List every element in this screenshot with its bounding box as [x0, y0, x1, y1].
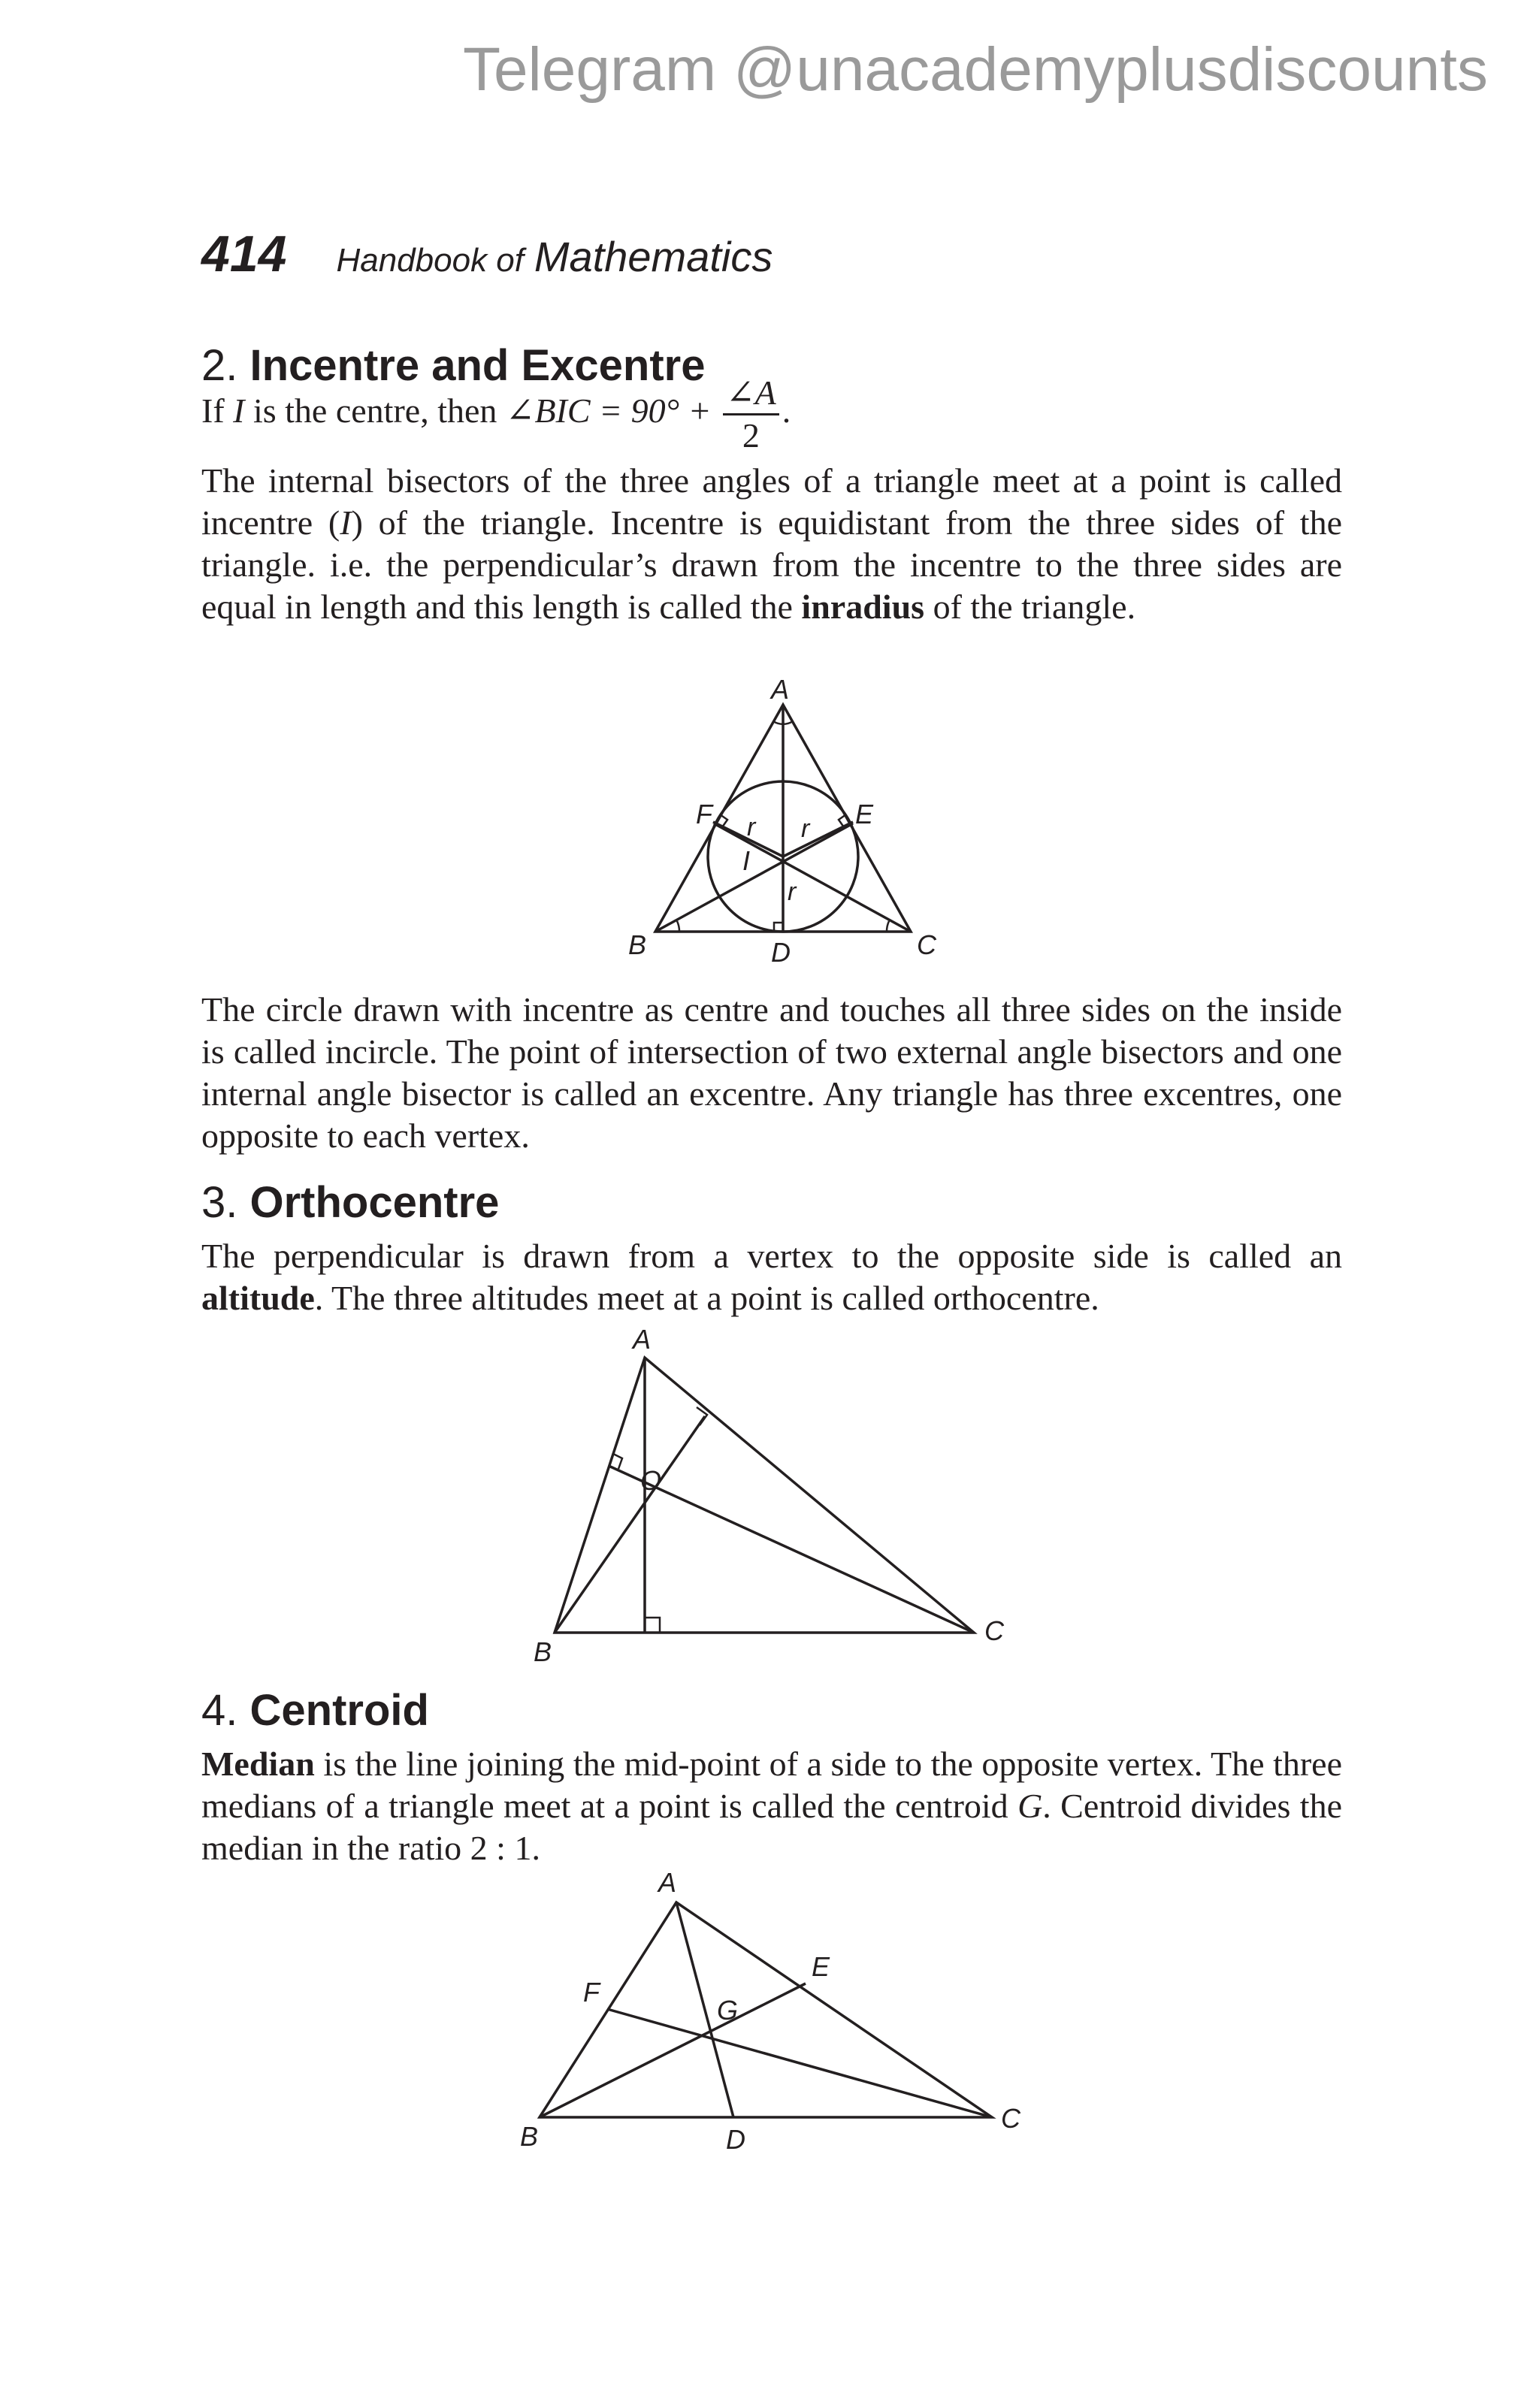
formula-mid: is the centre, then: [244, 391, 506, 431]
section-4-title: Centroid: [249, 1686, 429, 1735]
label-c: C: [984, 1615, 1004, 1646]
para-text: . Centroid divides the median in the ratio 2 : 1.: [201, 1787, 1342, 1867]
section-4-heading: [201, 1686, 429, 1735]
book-title-main: Mathematics: [534, 233, 773, 280]
formula-numerator: ∠A: [723, 376, 779, 415]
page-number: 414: [201, 225, 287, 282]
section-2-title: Incentre and Excentre: [249, 341, 706, 390]
para-text: The internal bisectors of the three angles of a triangle meet at a point is called incentre (: [201, 461, 1342, 542]
section-3-heading: [201, 1178, 500, 1227]
section-3-title: Orthocentre: [249, 1178, 500, 1227]
centroid-figure: [511, 1863, 1052, 2164]
section-2-paragraph-2: [201, 989, 1342, 1157]
right-angle-d: [645, 1618, 660, 1633]
median-c: [607, 2009, 992, 2117]
section-3-paragraph: [201, 1235, 1342, 1319]
term-altitude: altitude: [201, 1279, 315, 1317]
term-median: Median: [201, 1745, 315, 1783]
incentre-figure: [616, 676, 947, 969]
section-4-paragraph: [201, 1743, 1342, 1869]
label-b: B: [520, 2121, 539, 2152]
median-b: [540, 1984, 806, 2117]
formula-var-i: I: [233, 391, 245, 431]
label-o: O: [640, 1465, 662, 1496]
label-i: I: [742, 845, 751, 876]
label-a: A: [658, 1867, 677, 1898]
label-g: G: [717, 1995, 739, 2026]
label-b: B: [628, 929, 647, 960]
label-r-d: r: [788, 878, 797, 906]
label-f: F: [583, 1977, 600, 2008]
para-var-i: I: [340, 503, 352, 542]
label-d: D: [726, 2124, 745, 2155]
para-text: The circle drawn with incentre as centre and touches all three sides on the inside is called incircle. The point of intersection of two external angle bisectors and one internal angle bisector is called an excentre. Any triangle has three excentres, one opposite to each vertex.: [201, 990, 1342, 1155]
para-text: ) of the triangle. Incentre is equidistant from the three sides of the triangle. i.e. the perpendicular’s drawn from the incentre to the three sides are equal in length and this length is called the: [201, 503, 1342, 626]
orthocentre-figure: [526, 1319, 1022, 1664]
formula-lead: If: [201, 391, 234, 431]
angle-mark-b: [677, 921, 679, 932]
label-c: C: [917, 929, 936, 960]
label-a: A: [771, 676, 790, 705]
label-e: E: [812, 1951, 830, 1982]
book-title: [336, 233, 773, 280]
page-header: [201, 225, 773, 282]
para-text: of the triangle.: [924, 588, 1136, 626]
label-c: C: [1001, 2103, 1020, 2134]
para-text: The perpendicular is drawn from a vertex to the opposite side is called an: [201, 1237, 1342, 1275]
angle-mark-c: [887, 921, 889, 932]
section-2-number: 2.: [201, 341, 238, 390]
label-b: B: [534, 1636, 552, 1664]
label-d: D: [771, 937, 791, 968]
para-var-g: G: [1017, 1787, 1043, 1825]
altitude-b: [555, 1416, 705, 1633]
formula-denominator: 2: [742, 416, 760, 455]
formula-fraction: [723, 373, 779, 455]
altitude-c: [609, 1466, 974, 1633]
label-a: A: [633, 1324, 652, 1355]
triangle-abc: [555, 1358, 974, 1633]
para-text: . The three altitudes meet at a point is called orthocentre.: [314, 1279, 1099, 1317]
watermark-text: Telegram @unacademyplusdiscounts: [462, 35, 1488, 104]
section-2-paragraph-1: [201, 460, 1342, 628]
book-title-prefix: Handbook of: [336, 242, 524, 279]
label-e: E: [855, 799, 874, 829]
radius-e: [783, 822, 853, 857]
formula-lhs: ∠BIC = 90° +: [505, 391, 721, 431]
incentre-formula: [201, 373, 791, 455]
right-angle-f: [613, 1454, 622, 1469]
section-3-number: 3.: [201, 1178, 238, 1227]
label-r-e: r: [801, 814, 810, 843]
section-4-number: 4.: [201, 1686, 238, 1735]
term-inradius: inradius: [801, 588, 925, 626]
formula-end: .: [782, 391, 791, 431]
para-text: is the line joining the mid-point of a side to the opposite vertex. The three medians of a triangle meet at a point is called the centroid: [201, 1745, 1342, 1825]
label-r-f: r: [747, 813, 756, 841]
label-f: F: [696, 799, 712, 829]
